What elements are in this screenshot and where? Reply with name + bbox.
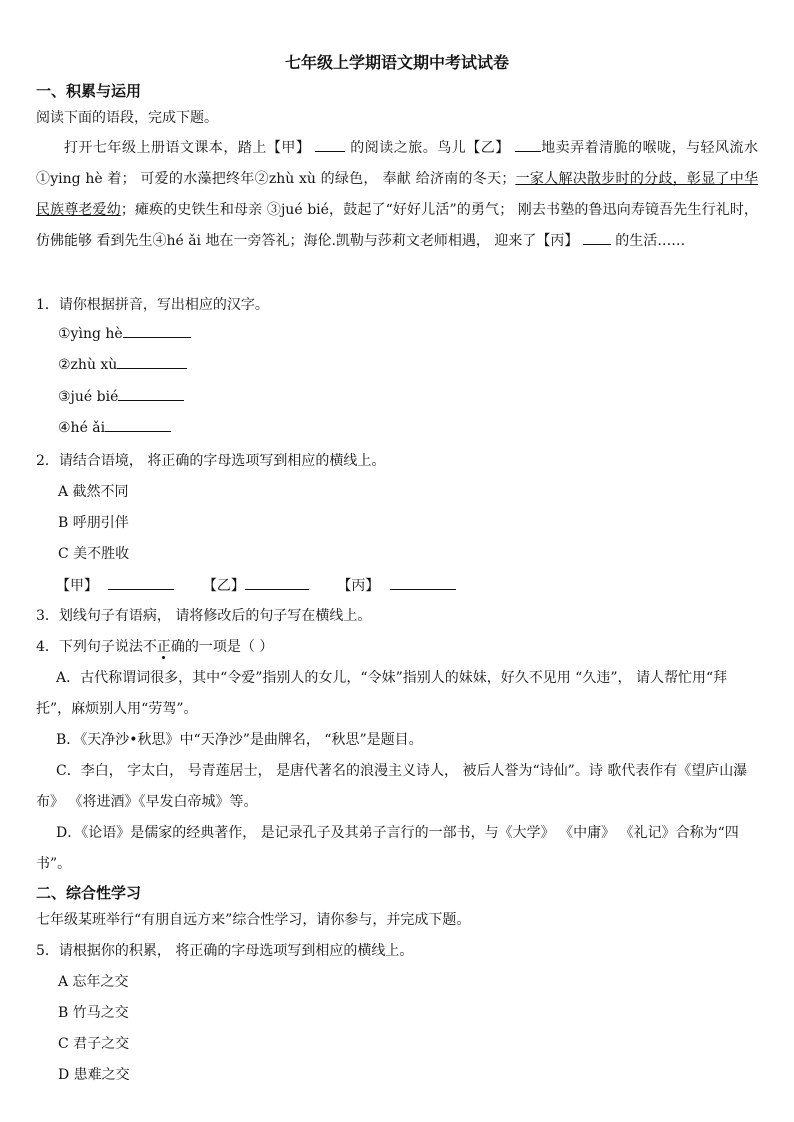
underlined-sentence: 一家人解决散步时的分歧，彰显了中华民族尊老爱幼 xyxy=(36,171,759,218)
section-heading-2: 二、综合性学习 xyxy=(36,884,142,902)
blank-bing[interactable] xyxy=(583,232,611,245)
q5-option-b: B 竹马之交 xyxy=(58,1005,129,1021)
q5-option-a: A 忘年之交 xyxy=(58,974,129,990)
q1-item-3 xyxy=(58,388,184,405)
section-heading-1: 一、积累与运用 xyxy=(36,82,142,100)
q1-pinyin-4: ④hé ǎi xyxy=(58,420,106,436)
section-2-intro: 七年级某班举行“有朋自远方来”综合性学习，请你参与，并完成下题。 xyxy=(36,912,471,928)
q2-label-jia: 【甲】 xyxy=(56,578,98,594)
q4-choice-a: A．古代称谓词很多，其中“令爱”指别人的女儿，“令妹”指别人的妹妹，好久不见用 “久违”， 请人帮忙用“拜托”，麻烦别人用“劳驾”。 xyxy=(36,670,728,717)
q4-choice-b: B．《天净沙•秋思》中“天净沙”是曲牌名， “秋思”是题目。 xyxy=(56,732,423,748)
q1-pinyin-2: ②zhù xù xyxy=(58,357,118,373)
q1-answer-blank-2[interactable] xyxy=(117,356,187,369)
q2-label-bing: 【丙】 xyxy=(337,578,380,594)
q2-blank-jia[interactable] xyxy=(108,577,174,590)
question-2-stem: 2．请结合语境， 将正确的字母选项写到相应的横线上。 xyxy=(36,453,386,469)
q5-option-d: D 患难之交 xyxy=(58,1067,130,1083)
question-1-stem: 1．请你根据拼音，写出相应的汉字。 xyxy=(36,297,269,313)
q1-answer-blank-4[interactable] xyxy=(105,419,171,432)
blank-jia[interactable] xyxy=(315,139,345,152)
q4-choice-d: D．《论语》是儒家的经典著作， 是记录孔子及其弟子言行的一部书，与《大学》 《中庸》 《礼记》合称为“四书”。 xyxy=(36,825,739,872)
question-3-stem: 3．划线句子有语病， 请将修改后的句子写在横线上。 xyxy=(36,608,372,624)
q2-label-yi: 【乙】 xyxy=(202,578,245,594)
reading-passage xyxy=(36,133,758,257)
blank-yi[interactable] xyxy=(515,139,541,152)
q1-item-4 xyxy=(58,419,171,436)
q1-item-1 xyxy=(58,325,191,342)
q4-stem-emphasis: 正 xyxy=(156,639,171,655)
q2-option-b: B 呼朋引伴 xyxy=(58,515,129,531)
q1-answer-blank-3[interactable] xyxy=(118,388,184,401)
q4-choice-c: C．李白， 字太白， 号青莲居士， 是唐代著名的浪漫主义诗人， 被后人誉为“诗仙”。诗 歌代表作有《望庐山瀑布》 《将进酒》《早发白帝城》等。 xyxy=(36,763,748,810)
passage-part-2: 的阅读之旅。鸟儿【乙】 xyxy=(350,140,510,156)
question-5-stem: 5．请根据你的积累， 将正确的字母选项写到相应的横线上。 xyxy=(36,943,414,959)
q1-item-2 xyxy=(58,356,187,373)
q1-pinyin-3: ③jué bié xyxy=(58,389,119,405)
q4-stem-part-b: 确的一项是（ ） xyxy=(170,639,274,655)
q2-blank-bing[interactable] xyxy=(390,577,456,590)
passage-part-3: 地卖弄着清脆的喉咙，与轻风流水①ying hè 着； 可爱的水藻把终年②zhù xù 的绿色， 奉献 给济南的冬天； xyxy=(36,140,759,187)
q1-pinyin-1: ①yìng hè xyxy=(58,326,123,342)
passage-part-1: 打开七年级上册语文课本，踏上【甲】 xyxy=(64,140,311,156)
passage-part-6: 的生活…… xyxy=(615,233,686,249)
q1-answer-blank-1[interactable] xyxy=(123,325,191,338)
section-1-intro: 阅读下面的语段，完成下题。 xyxy=(36,110,218,126)
q2-answer-row xyxy=(56,575,456,595)
question-4-stem xyxy=(36,636,273,656)
q2-blank-yi[interactable] xyxy=(245,577,309,590)
exam-title: 七年级上学期语文期中考试试卷 xyxy=(284,53,509,72)
q5-option-c: C 君子之交 xyxy=(58,1036,130,1052)
passage-part-5: ；瘫痪的史铁生和母亲 ③jué bié，鼓起了“好好儿活”的勇气； 刚去书塾的鲁迅向寿镜吾先生行礼时，仿佛能够 看到先生④hé ǎi 地在一旁答礼；海伦.凯勒与莎莉文老师相遇， 迎来了【丙】 xyxy=(36,202,759,249)
q2-option-a: A 截然不同 xyxy=(58,484,129,500)
q2-option-c: C 美不胜收 xyxy=(58,546,130,562)
q4-stem-part-a: 4．下列句子说法不 xyxy=(36,639,157,655)
